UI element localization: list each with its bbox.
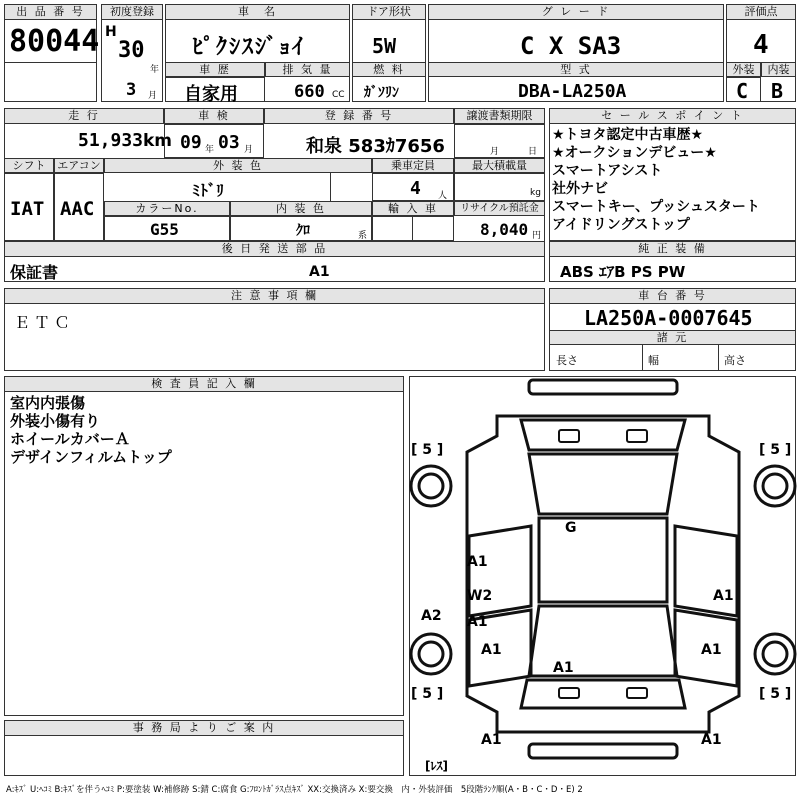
ac-label: エアコン	[54, 158, 104, 173]
mark-rear-door-w: W2	[467, 588, 493, 604]
inspector-note-line: 外装小傷有り	[10, 412, 101, 430]
reg: 和泉 583ｶ7656	[306, 136, 445, 157]
capacity: 4	[410, 178, 421, 199]
import-label: 輸 入 車	[372, 201, 454, 216]
model: DBA-LA250A	[518, 81, 627, 102]
fuel: ｶﾞｿﾘﾝ	[364, 85, 399, 101]
sales-point-line: アイドリングストップ	[552, 217, 690, 233]
transfer-m: 月	[490, 147, 500, 157]
shift: IAT	[10, 198, 45, 220]
later-label: 後 日 発 送 部 品	[4, 241, 545, 257]
inspector-label: 検 査 員 記 入 欄	[4, 376, 404, 392]
office-label: 事 務 局 よ り ご 案 内	[4, 720, 404, 736]
insp-month-unit: 月	[244, 145, 254, 155]
door-label: ドア形状	[352, 4, 426, 20]
grade: C X SA3	[520, 32, 622, 60]
capacity-unit: 人	[438, 191, 448, 201]
legend: A:ｷｽﾞ U:ﾍｺﾐ B:ｷｽﾞを伴うﾍｺﾐ P:要塗装 W:補修跡 S:錆 C:腐食 G:ﾌﾛﾝﾄｶﾞﾗｽ点ｷｽﾞ XX:交換済み X:要交換 内・外装評価 5段階ﾗﾝｸ順(A・B・C・D・E) 2	[6, 785, 583, 795]
grade-label: グ レ ー ド	[428, 4, 724, 20]
int-label: 内装	[761, 62, 796, 77]
sales-point-line: ★オークションデビュー★	[552, 145, 717, 161]
interior-unit: 系	[358, 231, 368, 241]
mark-bumper-r: A1	[701, 732, 722, 748]
rest-label: [ﾚｽ]	[425, 759, 448, 773]
lot-divider	[4, 62, 97, 63]
later: 保証書	[10, 263, 59, 282]
dim-width: 幅	[648, 354, 659, 367]
capacity-label: 乗車定員	[372, 158, 454, 173]
load-unit: kg	[530, 188, 541, 198]
color-no: G55	[150, 220, 179, 239]
load-label: 最大積載量	[454, 158, 545, 173]
interior-label: 内 装 色	[230, 201, 372, 216]
color-label: 外 装 色	[104, 158, 372, 173]
month-unit: 月	[148, 91, 158, 101]
equipment: ABS ｴｱB PS PW	[560, 263, 686, 281]
displacement-unit: CC	[332, 90, 345, 100]
sales-point-line: スマートキー、プッシュスタート	[552, 199, 760, 215]
sales-point-line: ★トヨタ認定中古車歴★	[552, 127, 704, 143]
interior: ｸﾛ	[296, 223, 310, 239]
mileage-label: 走 行	[4, 108, 164, 124]
mark-extra: A1	[309, 264, 330, 280]
mileage-unit: km	[143, 131, 173, 151]
transfer-label: 譲渡書類期限	[454, 108, 545, 124]
recycle-label: リサイクル預託金	[454, 201, 545, 216]
door: 5W	[372, 34, 397, 58]
notes-value: ＥＴＣ	[14, 313, 75, 332]
tire-mark-fr: [ 5 ]	[759, 442, 792, 458]
mark-right-door: A1	[713, 588, 734, 604]
equipment-label: 純 正 装 備	[549, 241, 796, 257]
inspection-label: 車 検	[164, 108, 264, 124]
inspector-note-line: デザインフィルムトップ	[10, 448, 172, 466]
int: B	[771, 79, 784, 103]
recycle: 8,040	[480, 220, 529, 239]
displacement-label: 排 気 量	[265, 62, 350, 77]
dim-length: 長さ	[556, 354, 578, 367]
insp-month: 03	[218, 132, 240, 153]
ext-label: 外装	[726, 62, 761, 77]
color-divider	[330, 173, 331, 201]
ext: C	[736, 79, 749, 103]
import-cell	[372, 216, 454, 241]
tire-mark-rl: [ 5 ]	[411, 686, 444, 702]
insp-year: 09	[180, 132, 202, 153]
mark-roof: G	[565, 520, 577, 536]
mark-rear-window: A1	[553, 660, 574, 676]
dim-height: 高さ	[724, 354, 746, 367]
insp-year-unit: 年	[205, 145, 215, 155]
lot-label: 出 品 番 号	[4, 4, 97, 20]
color: ﾐﾄﾞﾘ	[192, 181, 225, 200]
first-reg-year: 30	[118, 38, 145, 63]
dims-label: 諸 元	[549, 330, 796, 345]
inspector-lines	[10, 394, 172, 466]
color-no-label: カラーNo.	[104, 201, 230, 216]
notes-label: 注 意 事 項 欄	[4, 288, 545, 304]
car-name-label: 車 名	[165, 4, 350, 20]
mark-front-door-l: A1	[467, 554, 488, 570]
history-label: 車 歴	[165, 62, 265, 77]
score-label: 評価点	[726, 4, 796, 20]
mark-left-side: A2	[421, 608, 442, 624]
sales-label: セ ー ル ス ポ イ ン ト	[549, 108, 796, 124]
inspector-note-line: 室内内張傷	[10, 394, 86, 412]
shift-label: シフト	[4, 158, 54, 173]
mark-bumper-l: A1	[481, 732, 502, 748]
recycle-unit: 円	[532, 231, 542, 241]
transfer-d: 日	[528, 147, 538, 157]
model-label: 型 式	[428, 62, 724, 77]
first-reg-label: 初度登録	[101, 4, 163, 20]
mark-rear-door-a: A1	[467, 614, 488, 630]
lot-value: 80044	[9, 24, 100, 59]
sales-point-line: スマートアシスト	[552, 163, 663, 179]
era: H	[105, 24, 117, 40]
dims-div2	[718, 345, 719, 371]
ac: AAC	[60, 198, 95, 220]
first-reg-month: 3	[126, 80, 137, 100]
chassis-label: 車 台 番 号	[549, 288, 796, 304]
history: 自家用	[184, 84, 238, 105]
sales-point-line: 社外ナビ	[552, 181, 608, 197]
dims-div1	[642, 345, 643, 371]
displacement: 660	[294, 82, 325, 102]
mark-left-rear: A1	[481, 642, 502, 658]
tire-mark-rr: [ 5 ]	[759, 686, 792, 702]
sales-lines	[552, 126, 760, 234]
mileage: 51,933	[78, 130, 144, 151]
year-unit: 年	[150, 65, 160, 75]
reg-label: 登 録 番 号	[264, 108, 454, 124]
fuel-label: 燃 料	[352, 62, 426, 77]
tire-mark-fl: [ 5 ]	[411, 442, 444, 458]
import-divider	[412, 216, 413, 241]
mark-right-rear: A1	[701, 642, 722, 658]
chassis-value: LA250A-0007645	[584, 306, 753, 330]
car-name: ﾋﾟｸｼｽｼﾞｮｲ	[192, 35, 306, 60]
inspector-note-line: ホイールカバーＡ	[10, 430, 130, 448]
score: 4	[753, 30, 769, 60]
